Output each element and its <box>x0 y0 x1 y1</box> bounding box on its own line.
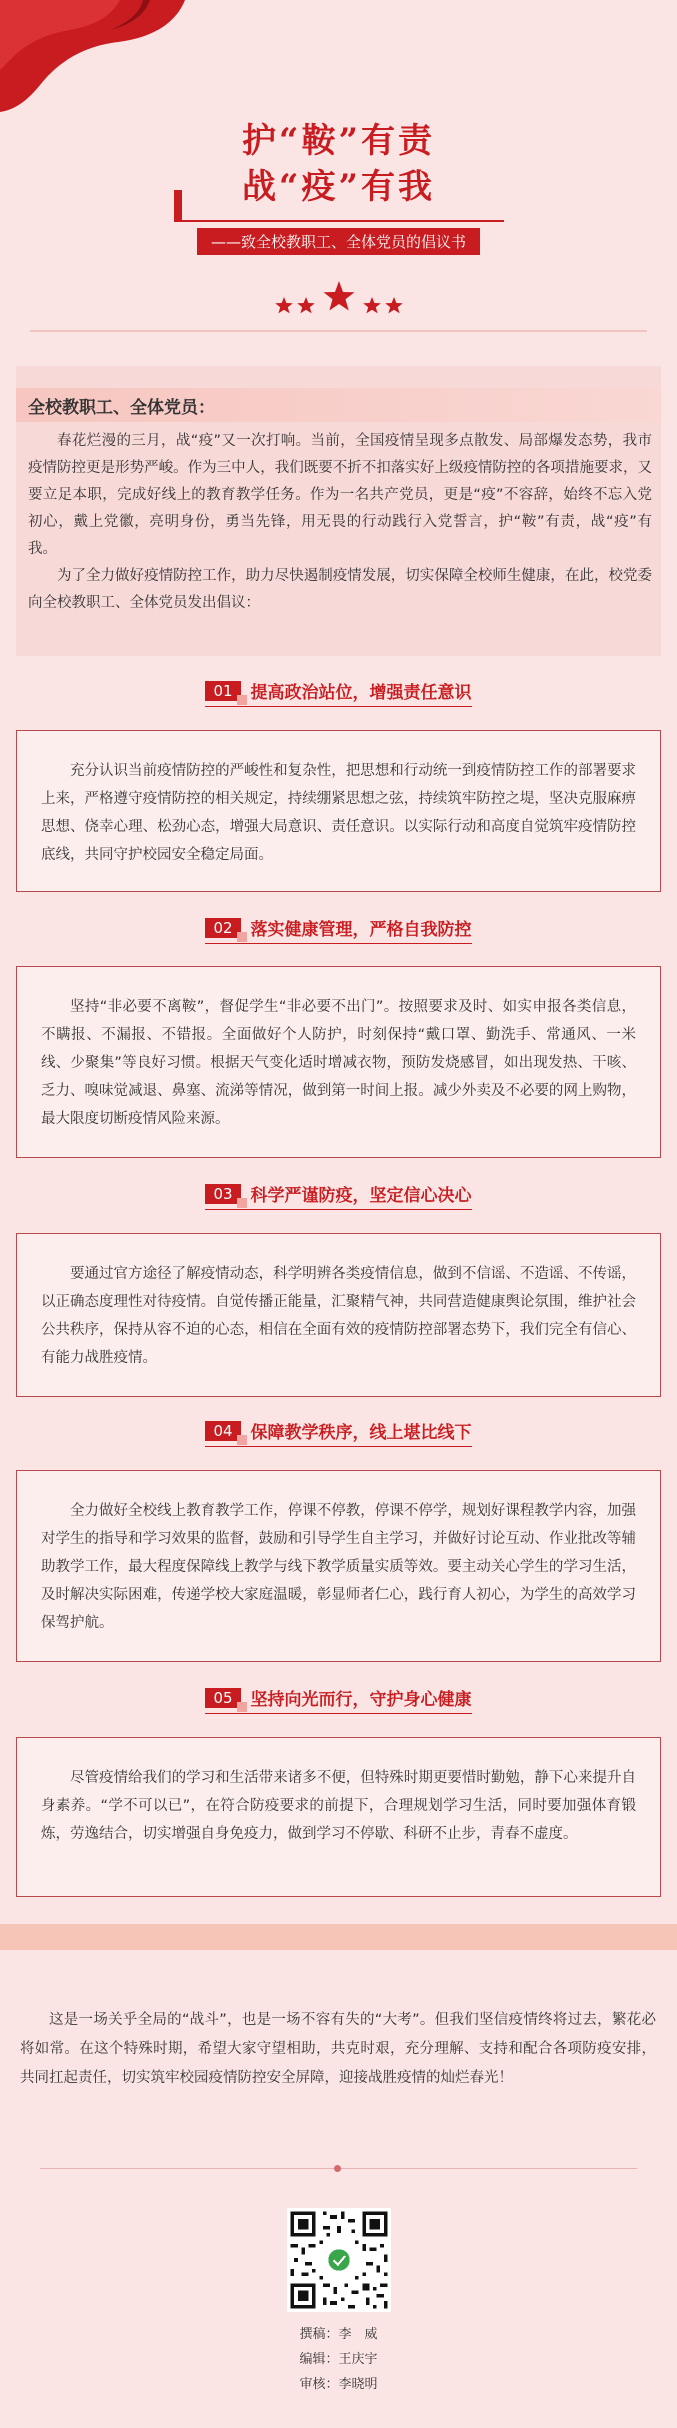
section-number: 05 <box>205 1688 240 1708</box>
credit-editor: 编辑：王庆宇 <box>299 2352 378 2367</box>
section-label: 科学严谨防疫，坚定信心决心 <box>250 1186 472 1206</box>
credits <box>0 2322 677 2397</box>
title-line-2: 战“疫”有我 <box>241 167 436 207</box>
section-card-05 <box>16 1737 661 1897</box>
header <box>0 118 677 317</box>
greeting-paragraph-2: 为了全力做好疫情防控工作，助力尽快遏制疫情发展，切实保障全校师生健康，在此，校党委向全校教职工、全体党员发出倡议： <box>28 568 652 611</box>
section-number: 02 <box>205 918 240 938</box>
section-title-05 <box>0 1685 677 1715</box>
section-title-02 <box>0 915 677 945</box>
section-card-04 <box>16 1470 661 1662</box>
section-title-03 <box>0 1181 677 1211</box>
credit-reviewer: 审核：李晓明 <box>299 2377 378 2392</box>
section-title-04 <box>0 1418 677 1448</box>
greeting-text <box>28 428 652 617</box>
section-card-03 <box>16 1233 661 1397</box>
divider-band <box>0 1924 677 1950</box>
section-number: 03 <box>205 1184 240 1204</box>
section-title-01 <box>0 678 677 708</box>
section-text: 充分认识当前疫情防控的严峻性和复杂性，把思想和行动统一到疫情防控工作的部署要求上来，严格遵守疫情防控的相关规定，持续绷紧思想之弦，持续筑牢防控之堤，坚决克服麻痹思想、侥幸心理、松劲心态，增强大局意识、责任意识。以实际行动和高度自觉筑牢疫情防控底线，共同守护校园安全稳定局面。 <box>41 763 636 863</box>
subtitle-rule <box>174 220 504 222</box>
red-flag-decoration <box>0 0 260 120</box>
section-label: 落实健康管理，严格自我防控 <box>250 920 472 940</box>
greeting-paragraph-1: 春花烂漫的三月，战“疫”又一次打响。当前，全国疫情呈现多点散发、局部爆发态势，我市疫情防控更是形势严峻。作为三中人，我们既要不折不扣落实好上级疫情防控的各项措施要求，又要立足本职，完成好线上的教育教学任务。作为一名共产党员，更是“疫”不容辞，始终不忘入党初心，戴上党徽，亮明身份，勇当先锋，用无畏的行动践行入党誓言，护“鞍”有责，战“疫”有我。 <box>28 433 652 557</box>
footer-dot <box>334 2165 341 2172</box>
section-card-01 <box>16 730 661 892</box>
salutation: 全校教职工、全体党员： <box>28 398 215 418</box>
subtitle: ——致全校教职工、全体党员的倡议书 <box>197 228 480 255</box>
subtitle-wrap <box>174 220 504 255</box>
stars-decoration <box>0 277 677 317</box>
section-number: 01 <box>205 681 240 701</box>
greeting-header <box>16 388 661 422</box>
section-card-02 <box>16 966 661 1158</box>
section-text: 要通过官方途径了解疫情动态，科学明辨各类疫情信息，做到不信谣、不造谣、不传谣，以正确态度理性对待疫情。自觉传播正能量，汇聚精气神，共同营造健康舆论氛围，维护社会公共秩序，保持从容不迫的心态，相信在全面有效的疫情防控部署态势下，我们完全有信心、有能力战胜疫情。 <box>41 1266 636 1366</box>
section-label: 保障教学秩序，线上堪比线下 <box>250 1423 472 1443</box>
title-line-1: 护“鞍”有责 <box>241 121 436 161</box>
section-number: 04 <box>205 1421 240 1441</box>
divider <box>30 330 647 332</box>
section-text: 全力做好全校线上教育教学工作，停课不停教，停课不停学，规划好课程教学内容，加强对学生的指导和学习效果的监督，鼓励和引导学生自主学习，并做好讨论互动、作业批改等辅助教学工作，最大程度保障线上教学与线下教学质量实质等效。要主动关心学生的学习生活，及时解决实际困难，传递学校大家庭温暖，彰显师者仁心，践行育人初心，为学生的高效学习保驾护航。 <box>41 1503 636 1631</box>
closing-paragraph: 这是一场关乎全局的“战斗”，也是一场不容有失的“大考”。但我们坚信疫情终将过去，繁花必将如常。在这个特殊时期，希望大家守望相助，共克时艰，充分理解、支持和配合各项防疫安排，共同扛起责任，切实筑牢校园疫情防控安全屏障，迎接战胜疫情的灿烂春光！ <box>20 2012 656 2086</box>
section-text: 坚持“非必要不离鞍”，督促学生“非必要不出门”。按照要求及时、如实申报各类信息，不瞒报、不漏报、不错报。全面做好个人防护，时刻保持“戴口罩、勤洗手、常通风、一米线、少聚集”等良好习惯。根据天气变化适时增减衣物，预防发烧感冒，如出现发热、干咳、乏力、嗅味觉减退、鼻塞、流涕等情况，做到第一时间上报。减少外卖及不必要的网上购物，最大限度切断疫情风险来源。 <box>41 999 636 1127</box>
section-label: 坚持向光而行，守护身心健康 <box>250 1690 472 1710</box>
section-label: 提高政治站位，增强责任意识 <box>250 683 472 703</box>
title-accent-mark <box>174 190 182 220</box>
qr-code[interactable] <box>287 2208 391 2312</box>
star-icons <box>274 277 404 317</box>
credit-writer: 撰稿：李 威 <box>299 2327 378 2342</box>
section-text: 尽管疫情给我们的学习和生活带来诸多不便，但特殊时期更要惜时勤勉，静下心来提升自身素养。“学不可以已”，在符合防疫要求的前提下，合理规划学习生活，同时要加强体育锻炼，劳逸结合，切实增强自身免疫力，做到学习不停歇、科研不止步，青春不虚度。 <box>41 1770 636 1842</box>
